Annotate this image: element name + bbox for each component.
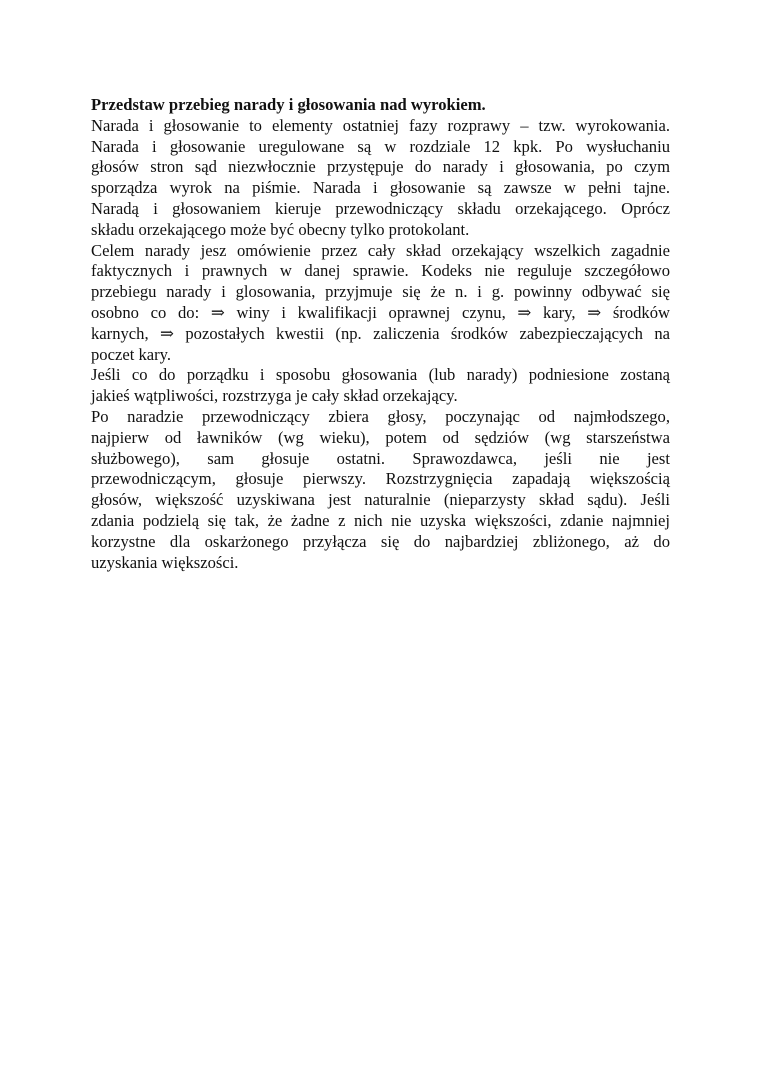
text-line: Narada i głosowanie uregulowane są w rozdziale 12 kpk. Po wysłuchaniu — [91, 136, 670, 156]
text-line: osobno co do: ⇒ winy i kwalifikacji oprawnej czynu, ⇒ kary, ⇒ środków — [91, 302, 670, 322]
text-line: najpierw od ławników (wg wieku), potem od sędziów (wg starszeństwa — [91, 427, 670, 447]
text-line: Narada i głosowanie to elementy ostatniej fazy rozprawy – tzw. wyrokowania. — [91, 115, 670, 135]
text-line: jakieś wątpliwości, rozstrzyga je cały skład orzekający. — [91, 386, 458, 406]
text-line: Jeśli co do porządku i sposobu głosowania (lub narady) podniesione zostaną — [91, 365, 670, 385]
paragraph — [91, 407, 670, 573]
text-line: sporządza wyrok na piśmie. Narada i głosowanie są zawsze w pełni tajne. — [91, 178, 670, 198]
paragraph — [91, 365, 670, 407]
text-line: głosów stron sąd niezwłocznie przystępuje do narady i głosowania, po czym — [91, 157, 670, 177]
text-line: korzystne dla oskarżonego przyłącza się do najbardziej zbliżonego, aż do — [91, 531, 670, 551]
text-line: karnych, ⇒ pozostałych kwestii (np. zaliczenia środków zabezpieczających na — [91, 323, 670, 343]
text-line: poczet kary. — [91, 344, 172, 364]
paragraph — [91, 116, 670, 241]
paragraph — [91, 241, 670, 366]
text-line: Naradą i głosowaniem kieruje przewodniczący składu orzekającego. Oprócz — [91, 198, 670, 218]
text-line: Celem narady jesz omówienie przez cały skład orzekający wszelkich zagadnie — [91, 240, 670, 260]
text-line: przewodniczącym, głosuje pierwszy. Rozstrzygnięcia zapadają większością — [91, 469, 670, 489]
document-content — [91, 95, 670, 573]
document-body — [91, 116, 670, 574]
text-line: przebiegu narady i glosowania, przyjmuje się że n. i g. powinny odbywać się — [91, 282, 670, 302]
text-line: faktycznych i prawnych w danej sprawie. Kodeks nie reguluje szczegółowo — [91, 261, 670, 281]
text-line: Po naradzie przewodniczący zbiera głosy, poczynając od najmłodszego, — [91, 406, 670, 426]
text-line: uzyskania większości. — [91, 552, 239, 572]
text-line: głosów, większość uzyskiwana jest naturalnie (nieparzysty skład sądu). Jeśli — [91, 490, 670, 510]
document-heading: Przedstaw przebieg narady i głosowania nad wyrokiem. — [91, 95, 486, 114]
text-line: składu orzekającego może być obecny tylko protokolant. — [91, 219, 470, 239]
text-line: służbowego), sam głosuje ostatni. Sprawozdawca, jeśli nie jest — [91, 448, 670, 468]
text-line: zdania podzielą się tak, że żadne z nich nie uzyska większości, zdanie najmniej — [91, 510, 670, 530]
